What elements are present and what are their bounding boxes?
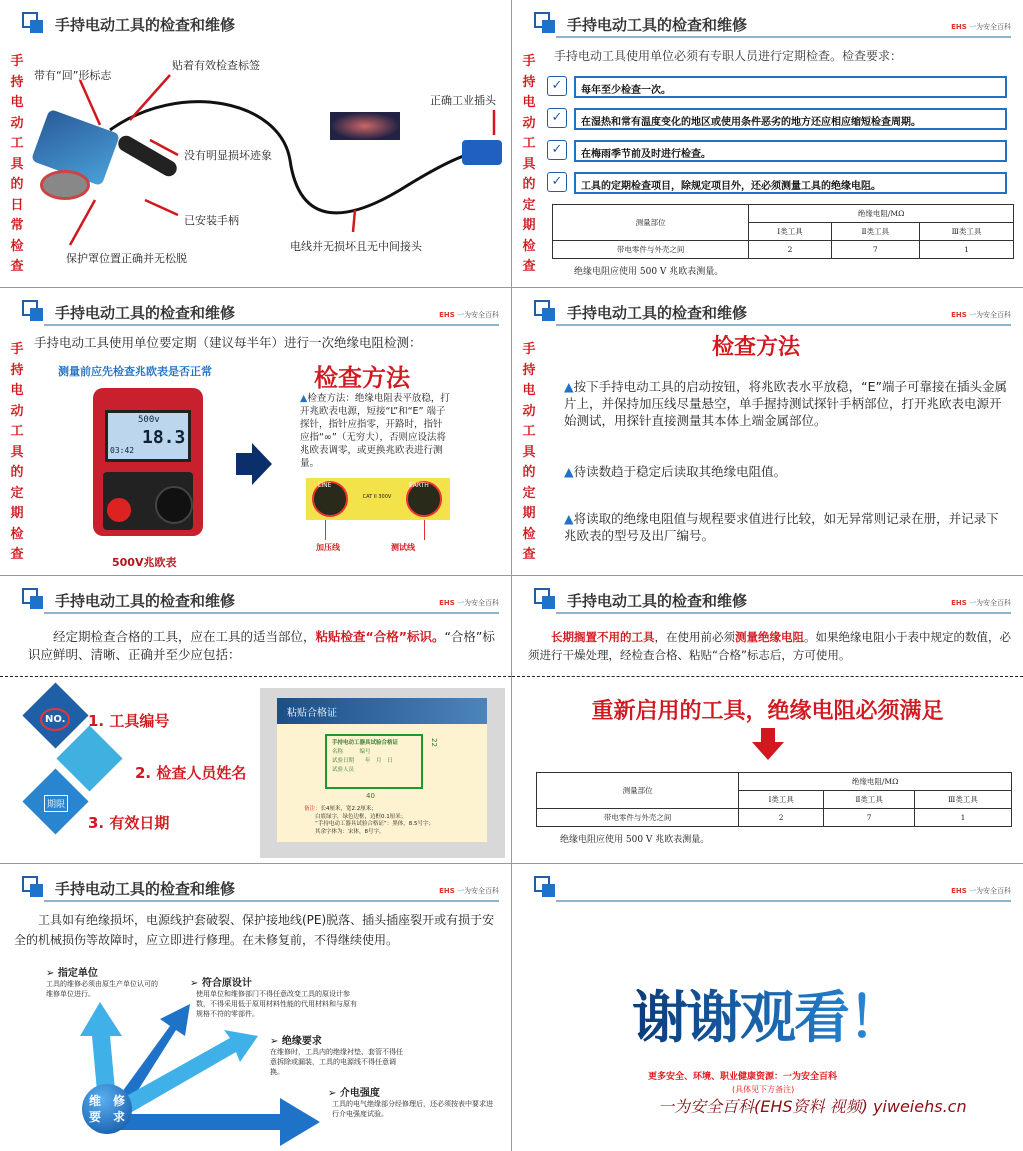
side-title-char: 检 bbox=[522, 238, 536, 254]
slide-title: 手持电动工具的检查和维修 bbox=[55, 16, 236, 34]
side-title-char: 电 bbox=[10, 95, 24, 110]
label-no-damage: 没有明显损坏迹象 bbox=[184, 149, 272, 162]
checkbox-icon: ✓ bbox=[547, 140, 567, 160]
center-circle: 维 修 要 求 bbox=[82, 1084, 132, 1134]
requirement-item: 2. 检查人员姓名 bbox=[135, 764, 247, 782]
side-title-char: 动 bbox=[10, 115, 24, 131]
slide-4[interactable] bbox=[512, 288, 1023, 575]
no-icon: NO. bbox=[40, 708, 70, 731]
brand-logo: EHS 一为安全百科 bbox=[951, 887, 1011, 895]
side-title-char: 手 bbox=[522, 342, 536, 357]
side-title-char: 检 bbox=[10, 526, 24, 542]
down-arrow-icon bbox=[752, 728, 784, 760]
slide-title: 手持电动工具的检查和维修 bbox=[567, 304, 748, 322]
headline: 重新启用的工具，绝缘电阻必须满足 bbox=[591, 699, 944, 724]
label-plug: 正确工业插头 bbox=[430, 94, 496, 107]
table-note: 绝缘电阻应使用 500 V 兆欧表测量。 bbox=[574, 267, 724, 277]
insulation-table: 测量部位 绝缘电阻/MΩ Ⅰ类工具 Ⅱ类工具 Ⅲ类工具 带电零件与外壳之间 2 7 1 bbox=[536, 772, 1012, 827]
slide-title: 手持电动工具的检查和维修 bbox=[55, 592, 236, 610]
side-title-char: 的 bbox=[10, 465, 24, 480]
label-handle: 已安装手柄 bbox=[184, 214, 239, 227]
side-title-char: 定 bbox=[522, 485, 536, 501]
side-title-char: 期 bbox=[522, 506, 536, 521]
line-label: 加压线 bbox=[316, 543, 340, 552]
side-title-char: 具 bbox=[522, 156, 536, 172]
side-title-char: 持 bbox=[10, 74, 24, 90]
header-squares-icon bbox=[534, 12, 556, 34]
label-guard: 保护罩位置正确并无松脱 bbox=[66, 252, 187, 265]
header-rule bbox=[556, 612, 1011, 614]
side-title-char: 电 bbox=[522, 383, 536, 398]
intro-text: 工具如有绝缘损坏，电源线护套破裂、保护接地线(PE)脱落、插头插座裂开或有损于安全的机械损伤等故障时，应立即进行修理。在未修复前，不得继续使用。 bbox=[14, 913, 495, 947]
repair-item: ➢ 符合原设计 使用单位和维修部门不得任意改变工具的原设计参数，不得采用低于原用材料性能的代用材料和与原有规格不符的零部件。 bbox=[190, 978, 357, 1018]
damage-photo bbox=[330, 112, 400, 140]
side-title-char: 电 bbox=[10, 383, 24, 398]
requirement-item: 每年至少检查一次。 bbox=[574, 76, 1007, 98]
header-squares-icon bbox=[22, 588, 44, 610]
method-paragraph: ▲待读数趋于稳定后读取其绝缘电阻值。 bbox=[564, 464, 787, 479]
side-title-char: 具 bbox=[10, 156, 24, 172]
label-cable: 电线并无损坏且无中间接头 bbox=[290, 240, 422, 253]
brand-logo: EHS 一为安全百科 bbox=[439, 311, 499, 319]
slide-2[interactable] bbox=[512, 0, 1023, 287]
side-title-char: 持 bbox=[522, 74, 536, 90]
side-title-char: 定 bbox=[10, 485, 24, 501]
requirement-item: 在湿热和常有温度变化的地区或使用条件恶劣的地方还应相应缩短检查周期。 bbox=[574, 108, 1007, 130]
repair-item: ➢ 介电强度 工具的电气绝缘部分经修理后，还必须按表中要求进行介电强度试验。 bbox=[328, 1088, 493, 1118]
side-title-char: 动 bbox=[522, 115, 536, 131]
repair-item: ➢ 绝缘要求 在维修时，工具内的绝缘衬垫、套管不得任意拆除或漏装，工具的电源线不得任意调换。 bbox=[270, 1036, 403, 1076]
side-title-char: 动 bbox=[10, 403, 24, 419]
repair-item: ➢ 指定单位 工具的维修必须由原生产单位认可的维修单位进行。 bbox=[46, 968, 158, 998]
slide-3[interactable] bbox=[0, 288, 511, 575]
earth-label: 测试线 bbox=[391, 543, 415, 552]
terminal-panel-image: LINE EARTH CAT II 300V bbox=[306, 478, 450, 520]
header-rule bbox=[44, 612, 499, 614]
slide-7[interactable] bbox=[0, 864, 511, 1151]
slide-title: 手持电动工具的检查和维修 bbox=[55, 304, 236, 322]
side-title-char: 期 bbox=[10, 506, 24, 521]
slide-title: 手持电动工具的检查和维修 bbox=[567, 16, 748, 34]
side-title-char: 工 bbox=[10, 424, 24, 439]
side-title-char: 工 bbox=[10, 136, 24, 151]
slide-1[interactable] bbox=[0, 0, 511, 287]
right-arrow-icon bbox=[236, 443, 272, 485]
side-title-char: 电 bbox=[522, 95, 536, 110]
side-title-char: 持 bbox=[522, 362, 536, 378]
method-paragraph: ▲按下手持电动工具的启动按钮，将兆欧表水平放稳，“E”端子可靠接在插头金属片上，并保持加压线尽量悬空，单手握持测试探针手柄部位，打开兆欧表电源开始测试，用探针直接测量其本体上端金属部位。 bbox=[564, 379, 1007, 428]
side-title-char: 常 bbox=[10, 218, 24, 233]
side-title-char: 手 bbox=[522, 54, 536, 69]
side-title-char: 持 bbox=[10, 362, 24, 378]
slide-5[interactable] bbox=[0, 576, 511, 863]
side-title-char: 检 bbox=[10, 238, 24, 254]
intro-text: 手持电动工具使用单位要定期（建议每半年）进行一次绝缘电阻检测： bbox=[34, 335, 422, 350]
side-title-char: 具 bbox=[10, 444, 24, 460]
header-rule bbox=[556, 900, 1011, 902]
side-title-char: 手 bbox=[10, 54, 24, 69]
side-title-char: 查 bbox=[10, 259, 24, 274]
method-title: 检查方法 bbox=[314, 364, 410, 392]
header-squares-icon bbox=[534, 876, 556, 898]
side-title-char: 手 bbox=[10, 342, 24, 357]
slide-6[interactable] bbox=[512, 576, 1023, 863]
method-text: ▲检查方法：绝缘电阻表平放稳，打开兆欧表电源，短接“L”和“E” 端子探针，指针应指零，开路时，指针应指“∞”（无穷大），否则应设法将兆欧表调零，或更换兆欧表进行测量。 bbox=[300, 393, 450, 469]
requirement-item: 1. 工具编号 bbox=[88, 712, 170, 730]
side-title-char: 日 bbox=[10, 197, 24, 213]
header-squares-icon bbox=[534, 588, 556, 610]
brand-logo: EHS 一为安全百科 bbox=[439, 599, 499, 607]
brand-logo: EHS 一为安全百科 bbox=[951, 23, 1011, 31]
intro-text: 经定期检查合格的工具，应在工具的适当部位，粘贴检查“合格”标识。“合格”标识应鲜明、清晰、正确并至少应包括： bbox=[28, 629, 495, 662]
intro-text: 长期搁置不用的工具，在使用前必须测量绝缘电阻。如果绝缘电阻小于表中规定的数值，必须进行干燥处理，经检查合格、粘贴“合格”标志后，方可使用。 bbox=[528, 630, 1011, 662]
header-rule bbox=[44, 324, 499, 326]
method-title: 检查方法 bbox=[712, 335, 801, 360]
meter-caption: 500V兆欧表 bbox=[112, 556, 177, 569]
side-title bbox=[8, 340, 26, 566]
side-title-char: 定 bbox=[522, 197, 536, 213]
dashed-divider bbox=[512, 676, 1023, 677]
side-title-char: 期 bbox=[522, 218, 536, 233]
date-icon-label: 期限 bbox=[44, 795, 68, 812]
side-title-char: 工 bbox=[522, 424, 536, 439]
detail-note: (具体见下方备注) bbox=[732, 1085, 795, 1094]
side-title-char: 的 bbox=[10, 177, 24, 192]
brand-logo: EHS 一为安全百科 bbox=[439, 887, 499, 895]
site-link[interactable]: 一为安全百科(EHS资料 视频) yiweiehs.cn bbox=[658, 1097, 967, 1116]
label-tag: 贴着有效检查标签 bbox=[172, 59, 260, 72]
side-title bbox=[520, 340, 538, 566]
label-symbol: 带有“回”形标志 bbox=[34, 69, 112, 82]
brand-logo: EHS 一为安全百科 bbox=[951, 311, 1011, 319]
header-rule bbox=[556, 36, 1011, 38]
certificate-slide-image: 粘贴合格证 手持电动工器具试验合格证 名称 编号 试验日期 年 月 日 试验人员 22 40 备注：长4厘米，宽2.2厘米； 白底绿字，绿色边框，边框0.1厘米； “手持电动工器具试验合格证”：黑体，8.5号字； 其余字体为：宋体，8号字。 bbox=[260, 688, 505, 858]
header-squares-icon bbox=[22, 300, 44, 322]
dashed-divider bbox=[0, 676, 511, 677]
requirement-item: 工具的定期检查项目，除规定项目外，还必须测量工具的绝缘电阻。 bbox=[574, 172, 1007, 194]
checkbox-icon: ✓ bbox=[547, 76, 567, 96]
side-title-char: 的 bbox=[522, 177, 536, 192]
side-title-char: 查 bbox=[522, 259, 536, 274]
side-title-char: 具 bbox=[522, 444, 536, 460]
table-note: 绝缘电阻应使用 500 V 兆欧表测量。 bbox=[560, 835, 710, 845]
side-title-char: 查 bbox=[522, 547, 536, 562]
header-rule bbox=[556, 324, 1011, 326]
slide-title: 手持电动工具的检查和维修 bbox=[567, 592, 748, 610]
slide-8[interactable] bbox=[512, 864, 1023, 1151]
subtitle: 测量前应先检查兆欧表是否正常 bbox=[58, 365, 212, 378]
slide-title: 手持电动工具的检查和维修 bbox=[55, 880, 236, 898]
method-paragraph: ▲将读取的绝缘电阻值与规程要求值进行比较，如无异常则记录在册，并记录下兆欧表的型号及出厂编号。 bbox=[564, 511, 999, 543]
side-title-char: 动 bbox=[522, 403, 536, 419]
header-squares-icon bbox=[534, 300, 556, 322]
resource-note: 更多安全、环境、职业健康资源：一为安全百科 bbox=[648, 1072, 838, 1082]
thanks-heading: 谢谢观看！ bbox=[632, 974, 902, 1054]
requirement-item: 3. 有效日期 bbox=[88, 814, 170, 832]
insulation-table: 测量部位 绝缘电阻/MΩ Ⅰ类工具 Ⅱ类工具 Ⅲ类工具 带电零件与外壳之间 2 7 1 bbox=[552, 204, 1014, 259]
side-title-char: 工 bbox=[522, 136, 536, 151]
intro-text: 手持电动工具使用单位必须有专职人员进行定期检查。检查要求： bbox=[554, 49, 903, 63]
cable-drawing bbox=[0, 0, 511, 287]
brand-logo: EHS 一为安全百科 bbox=[951, 599, 1011, 607]
side-title bbox=[520, 52, 538, 278]
checkbox-icon: ✓ bbox=[547, 172, 567, 192]
requirement-item: 在梅雨季节前及时进行检查。 bbox=[574, 140, 1007, 162]
side-title-char: 检 bbox=[522, 526, 536, 542]
side-title-char: 查 bbox=[10, 547, 24, 562]
megohmmeter-image: 500v 18.3 03:42 bbox=[93, 388, 203, 536]
checkbox-icon: ✓ bbox=[547, 108, 567, 128]
industrial-plug-image bbox=[462, 140, 502, 165]
side-title-char: 的 bbox=[522, 465, 536, 480]
